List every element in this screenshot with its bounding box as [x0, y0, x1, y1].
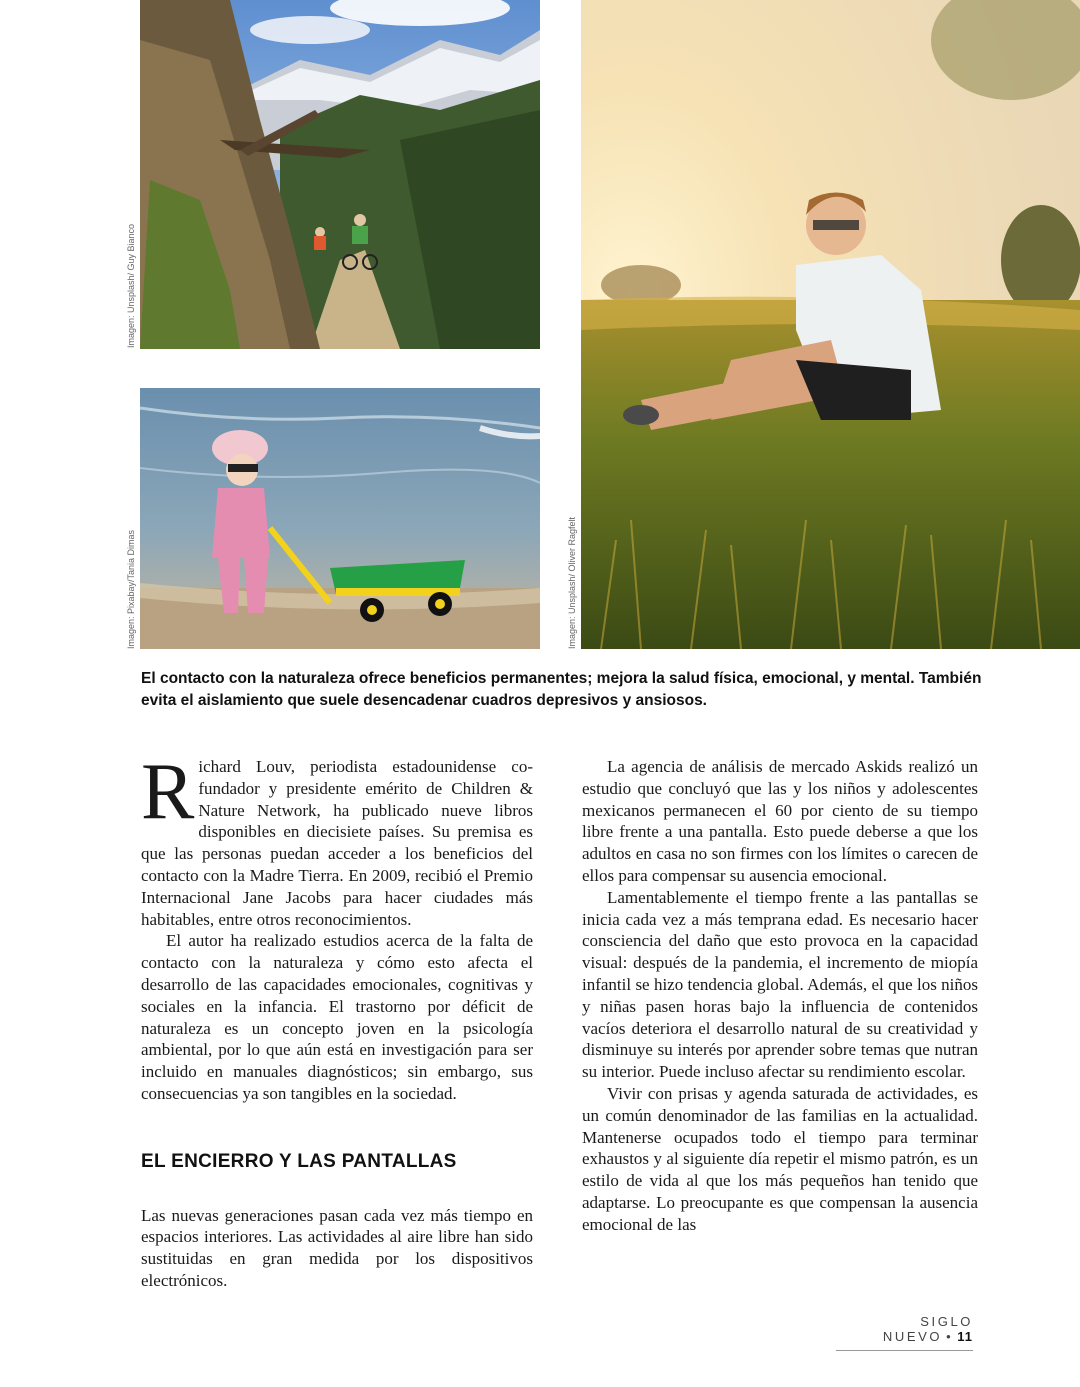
photo-credit-bikers: Imagen: Unsplash/ Guy Bianco: [126, 223, 136, 348]
photo-teen-meadow: [581, 0, 1080, 649]
section-heading: EL ENCIERRO Y LAS PANTALLAS: [141, 1150, 457, 1172]
photo-caption: El contacto con la naturaleza ofrece beneficios permanentes; mejora la salud física, emocional, y mental. También evita el aislamiento que suele desencadenar cuadros depresivos y ansiosos.: [141, 670, 982, 709]
folio-separator: •: [946, 1329, 954, 1344]
article-paragraph: [141, 748, 533, 930]
article-column-right: [582, 756, 978, 1236]
drop-cap: R: [141, 748, 195, 836]
page-folio: [836, 1314, 973, 1351]
article-paragraph: El autor ha realizado estudios acerca de la falta de contacto con la naturaleza y cómo esto afecta el desarrollo de las capacidades emocionales, cognitivas y sociales en la infancia. El trastorno por déficit de naturaleza es un concepto joven en la psicología ambiental, por lo que aún está en investigación para ser incluido en manuales diagnósticos; sin embargo, sus consecuencias ya son tangibles en la sociedad.: [141, 931, 533, 1103]
photo-child-wagon: [140, 388, 540, 649]
photo-credit-teen: Imagen: Unsplash/ Oliver Ragfelt: [567, 516, 577, 649]
photo-mountain-bikers: [140, 0, 540, 349]
article-paragraph: Las nuevas generaciones pasan cada vez más tiempo en espacios interiores. Las actividades al aire libre han sido sustituidas en gran medida por los dispositivos electrónicos.: [141, 1205, 533, 1290]
article-column-left: [141, 748, 533, 1292]
article-paragraph: Lamentablemente el tiempo frente a las pantallas se inicia cada vez a más temprana edad. Es necesario hacer consciencia del daño que esto provoca en la capacidad visual: después de la pandemia, el incremento de miopía infantil se hizo tendencia global. Además, el que los niños y niñas pasen horas bajo la influencia de contenidos vacíos deteriora el desarrollo natural de su creatividad y disminuye su interés por aprender sobre temas que nutran su interior. Puede incluso afectar su rendimiento escolar.: [582, 887, 978, 1082]
article-paragraph: Vivir con prisas y agenda saturada de actividades, es un común denominador de las familias en la actualidad. Mantenerse ocupados todo el tiempo para terminar exhaustos y al siguiente día repetir el mismo patrón, es un estilo de vida al que los más pequeños han tenido que adaptarse. Lo preocupante es que compensan la ausencia emocional de las: [582, 1083, 978, 1234]
page-number: 11: [957, 1329, 973, 1344]
paragraph-text: ichard Louv, periodista estadounidense co-fundador y presidente emérito de Children & Nature Network, ha publicado nueve libros disponibles en diecisiete países. Su premisa es que las personas puedan acceder a los beneficios del contacto con la Madre Tierra. En 2009, recibió el Premio Internacional Jane Jacobs para hacer ciudades más habitables, entre otros reconocimientos.: [141, 757, 533, 929]
magazine-name: SIGLO NUEVO: [882, 1314, 973, 1344]
article-paragraph: La agencia de análisis de mercado Askids realizó un estudio que concluyó que las y los niños y adolescentes mexicanos permanecen el 60 por ciento de su tiempo libre frente a una pantalla. Esto puede deberse a que los adultos en casa no son firmes con los límites o carecen de ellos para compensar su ausencia emocional.: [582, 757, 978, 885]
photo-credit-child: Imagen: Pixabay/Tania Dimas: [126, 529, 136, 649]
